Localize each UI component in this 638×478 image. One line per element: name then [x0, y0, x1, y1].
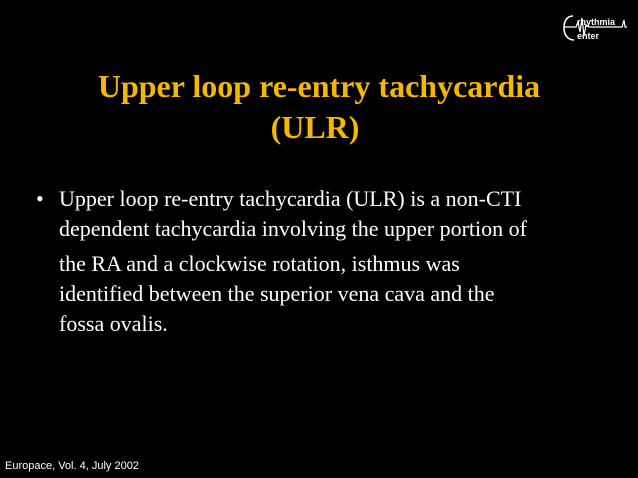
- slide-title-line-1: Upper loop re-entry tachycardia: [97, 68, 541, 104]
- bullet-line: identified between the superior vena cava and the: [59, 281, 495, 306]
- slide-title-line-2: (ULR): [270, 109, 360, 145]
- citation: Europace, Vol. 4, July 2002: [5, 460, 139, 472]
- bullet-text: [59, 184, 604, 339]
- svg-text:enter: enter: [577, 31, 600, 41]
- arrhythmia-center-logo-icon: [562, 12, 628, 44]
- bullet-line: dependent tachycardia involving the upper portion of: [59, 216, 527, 241]
- bullet-line: the RA and a clockwise rotation, isthmus was: [59, 251, 460, 276]
- slide-title: [0, 66, 638, 148]
- bullet-line: Upper loop re-entry tachycardia (ULR) is a non-CTI: [59, 186, 522, 211]
- svg-text:rhythmia: rhythmia: [577, 17, 616, 27]
- bullet-marker: •: [36, 186, 44, 211]
- bullet-line: fossa ovalis.: [59, 311, 168, 336]
